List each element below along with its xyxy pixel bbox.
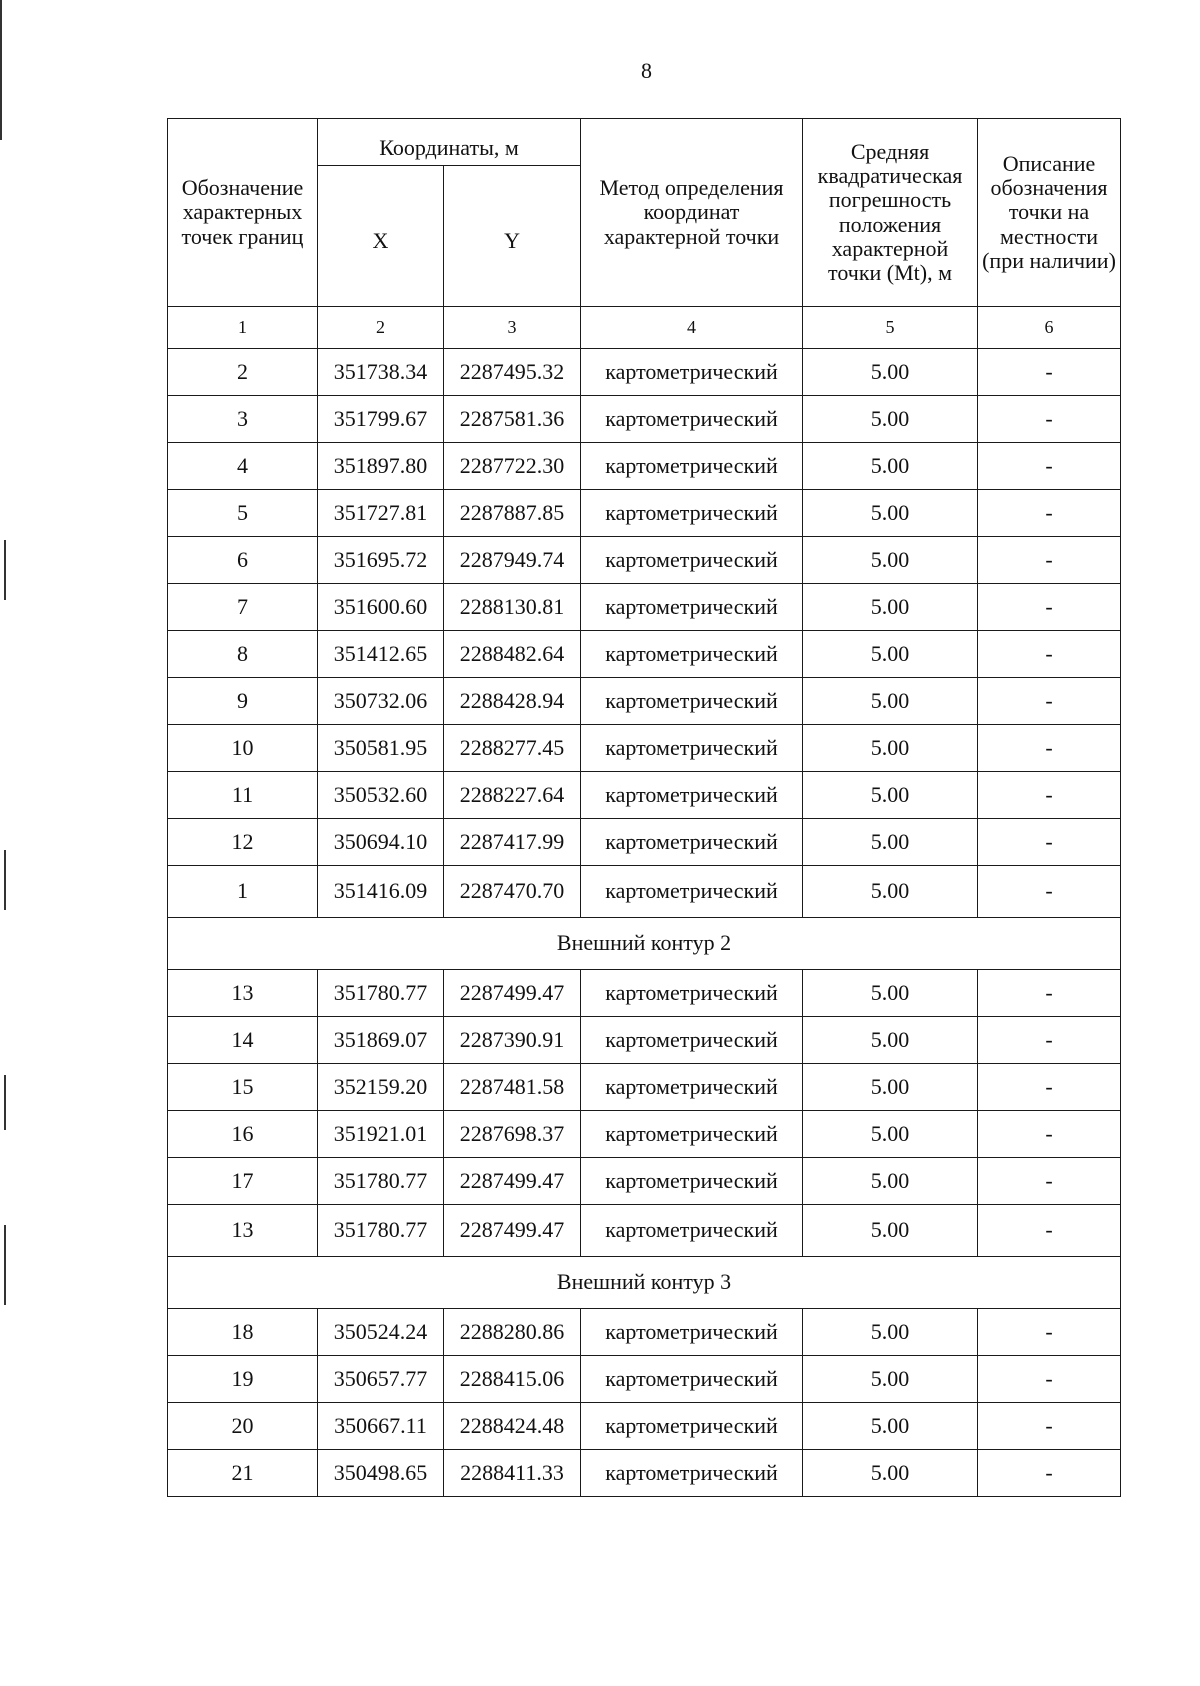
description-cell: -: [978, 1356, 1121, 1403]
description-cell: -: [978, 1403, 1121, 1450]
error-cell: 5.00: [803, 772, 978, 819]
point-cell: 20: [168, 1403, 318, 1450]
y-coordinate-cell: 2287470.70: [444, 866, 581, 918]
table-row: [168, 1017, 1121, 1064]
error-cell: 5.00: [803, 1450, 978, 1497]
x-coordinate-cell: 351727.81: [318, 490, 444, 537]
error-cell: 5.00: [803, 725, 978, 772]
x-coordinate-cell: 351799.67: [318, 396, 444, 443]
y-coordinate-cell: 2287481.58: [444, 1064, 581, 1111]
method-cell: картометрический: [581, 1403, 803, 1450]
error-cell: 5.00: [803, 866, 978, 918]
table-row: [168, 584, 1121, 631]
section-row: [168, 1257, 1121, 1309]
description-cell: -: [978, 725, 1121, 772]
method-cell: картометрический: [581, 490, 803, 537]
description-cell: -: [978, 866, 1121, 918]
method-cell: картометрический: [581, 678, 803, 725]
method-cell: картометрический: [581, 1017, 803, 1064]
table-row: [168, 349, 1121, 396]
scan-artifact: [4, 1075, 6, 1130]
method-cell: картометрический: [581, 772, 803, 819]
description-cell: -: [978, 349, 1121, 396]
error-cell: 5.00: [803, 631, 978, 678]
y-coordinate-cell: 2288130.81: [444, 584, 581, 631]
header-y: Y: [444, 166, 581, 307]
x-coordinate-cell: 350524.24: [318, 1309, 444, 1356]
method-cell: картометрический: [581, 349, 803, 396]
coordinates-table: [167, 118, 1121, 1497]
point-cell: 9: [168, 678, 318, 725]
y-coordinate-cell: 2288428.94: [444, 678, 581, 725]
x-coordinate-cell: 351738.34: [318, 349, 444, 396]
y-coordinate-cell: 2287949.74: [444, 537, 581, 584]
x-coordinate-cell: 351780.77: [318, 1205, 444, 1257]
section-row: [168, 918, 1121, 970]
table-row: [168, 1356, 1121, 1403]
description-cell: -: [978, 490, 1121, 537]
x-coordinate-cell: 351416.09: [318, 866, 444, 918]
error-cell: 5.00: [803, 1111, 978, 1158]
y-coordinate-cell: 2288411.33: [444, 1450, 581, 1497]
description-cell: -: [978, 1064, 1121, 1111]
error-cell: 5.00: [803, 396, 978, 443]
y-coordinate-cell: 2287390.91: [444, 1017, 581, 1064]
y-coordinate-cell: 2287698.37: [444, 1111, 581, 1158]
header-error: Средняя квадратическая погрешность положения характерной точки (Mt), м: [803, 119, 978, 307]
y-coordinate-cell: 2287499.47: [444, 1158, 581, 1205]
table-row: [168, 1403, 1121, 1450]
table-row: [168, 866, 1121, 918]
description-cell: -: [978, 970, 1121, 1017]
table-row: [168, 772, 1121, 819]
y-coordinate-cell: 2288227.64: [444, 772, 581, 819]
y-coordinate-cell: 2287887.85: [444, 490, 581, 537]
error-cell: 5.00: [803, 537, 978, 584]
point-cell: 6: [168, 537, 318, 584]
header-coordinates: Координаты, м: [318, 119, 581, 166]
point-cell: 3: [168, 396, 318, 443]
y-coordinate-cell: 2287499.47: [444, 970, 581, 1017]
method-cell: картометрический: [581, 970, 803, 1017]
error-cell: 5.00: [803, 443, 978, 490]
point-cell: 1: [168, 866, 318, 918]
description-cell: -: [978, 1450, 1121, 1497]
method-cell: картометрический: [581, 1158, 803, 1205]
scan-artifact: [0, 0, 2, 140]
description-cell: -: [978, 537, 1121, 584]
point-cell: 5: [168, 490, 318, 537]
x-coordinate-cell: 350694.10: [318, 819, 444, 866]
y-coordinate-cell: 2287417.99: [444, 819, 581, 866]
error-cell: 5.00: [803, 1403, 978, 1450]
description-cell: -: [978, 443, 1121, 490]
table-row: [168, 725, 1121, 772]
method-cell: картометрический: [581, 1205, 803, 1257]
error-cell: 5.00: [803, 584, 978, 631]
y-coordinate-cell: 2287499.47: [444, 1205, 581, 1257]
error-cell: 5.00: [803, 1205, 978, 1257]
point-cell: 12: [168, 819, 318, 866]
column-number: 3: [444, 307, 581, 349]
x-coordinate-cell: 352159.20: [318, 1064, 444, 1111]
column-number: 1: [168, 307, 318, 349]
method-cell: картометрический: [581, 725, 803, 772]
x-coordinate-cell: 351921.01: [318, 1111, 444, 1158]
point-cell: 4: [168, 443, 318, 490]
header-designation: Обозначение характерных точек границ: [168, 119, 318, 307]
description-cell: -: [978, 584, 1121, 631]
point-cell: 13: [168, 970, 318, 1017]
x-coordinate-cell: 351780.77: [318, 1158, 444, 1205]
error-cell: 5.00: [803, 1158, 978, 1205]
error-cell: 5.00: [803, 1309, 978, 1356]
section-title: Внешний контур 3: [168, 1257, 1121, 1309]
table-row: [168, 443, 1121, 490]
method-cell: картометрический: [581, 1309, 803, 1356]
x-coordinate-cell: 351600.60: [318, 584, 444, 631]
y-coordinate-cell: 2288424.48: [444, 1403, 581, 1450]
column-number: 6: [978, 307, 1121, 349]
method-cell: картометрический: [581, 443, 803, 490]
contour-3-rows: [168, 1309, 1121, 1497]
point-cell: 19: [168, 1356, 318, 1403]
x-coordinate-cell: 351897.80: [318, 443, 444, 490]
method-cell: картометрический: [581, 537, 803, 584]
table-row: [168, 396, 1121, 443]
contour-2-rows: [168, 970, 1121, 1257]
description-cell: -: [978, 1158, 1121, 1205]
error-cell: 5.00: [803, 819, 978, 866]
method-cell: картометрический: [581, 631, 803, 678]
error-cell: 5.00: [803, 349, 978, 396]
point-cell: 10: [168, 725, 318, 772]
point-cell: 21: [168, 1450, 318, 1497]
y-coordinate-cell: 2288277.45: [444, 725, 581, 772]
point-cell: 15: [168, 1064, 318, 1111]
point-cell: 8: [168, 631, 318, 678]
x-coordinate-cell: 350667.11: [318, 1403, 444, 1450]
table-row: [168, 537, 1121, 584]
point-cell: 2: [168, 349, 318, 396]
x-coordinate-cell: 351780.77: [318, 970, 444, 1017]
method-cell: картометрический: [581, 1064, 803, 1111]
description-cell: -: [978, 1017, 1121, 1064]
table-row: [168, 1309, 1121, 1356]
point-cell: 18: [168, 1309, 318, 1356]
x-coordinate-cell: 351412.65: [318, 631, 444, 678]
table-row: [168, 1111, 1121, 1158]
header-description: Описание обозначения точки на местности (при наличии): [978, 119, 1121, 307]
table-row: [168, 678, 1121, 725]
scan-artifact: [4, 540, 6, 600]
x-coordinate-cell: 350732.06: [318, 678, 444, 725]
y-coordinate-cell: 2288482.64: [444, 631, 581, 678]
description-cell: -: [978, 631, 1121, 678]
x-coordinate-cell: 350657.77: [318, 1356, 444, 1403]
point-cell: 14: [168, 1017, 318, 1064]
column-numbers-row: [168, 307, 1121, 349]
table-row: [168, 1450, 1121, 1497]
table-row: [168, 490, 1121, 537]
scan-artifact: [4, 1225, 6, 1305]
contour-1-rows: [168, 349, 1121, 918]
scan-artifact: [4, 850, 6, 910]
section-title: Внешний контур 2: [168, 918, 1121, 970]
method-cell: картометрический: [581, 396, 803, 443]
x-coordinate-cell: 351695.72: [318, 537, 444, 584]
column-number: 4: [581, 307, 803, 349]
method-cell: картометрический: [581, 1450, 803, 1497]
description-cell: -: [978, 1111, 1121, 1158]
description-cell: -: [978, 819, 1121, 866]
description-cell: -: [978, 1309, 1121, 1356]
error-cell: 5.00: [803, 490, 978, 537]
method-cell: картометрический: [581, 584, 803, 631]
table-row: [168, 1064, 1121, 1111]
point-cell: 13: [168, 1205, 318, 1257]
x-coordinate-cell: 351869.07: [318, 1017, 444, 1064]
table-row: [168, 631, 1121, 678]
table-row: [168, 970, 1121, 1017]
y-coordinate-cell: 2287495.32: [444, 349, 581, 396]
y-coordinate-cell: 2288415.06: [444, 1356, 581, 1403]
page-number: 8: [641, 58, 652, 83]
table-row: [168, 1158, 1121, 1205]
error-cell: 5.00: [803, 1017, 978, 1064]
y-coordinate-cell: 2287581.36: [444, 396, 581, 443]
point-cell: 7: [168, 584, 318, 631]
description-cell: -: [978, 1205, 1121, 1257]
point-cell: 16: [168, 1111, 318, 1158]
point-cell: 17: [168, 1158, 318, 1205]
error-cell: 5.00: [803, 1064, 978, 1111]
column-number: 5: [803, 307, 978, 349]
column-number: 2: [318, 307, 444, 349]
description-cell: -: [978, 772, 1121, 819]
point-cell: 11: [168, 772, 318, 819]
header-method: Метод определения координат характерной точки: [581, 119, 803, 307]
description-cell: -: [978, 678, 1121, 725]
table-row: [168, 819, 1121, 866]
description-cell: -: [978, 396, 1121, 443]
error-cell: 5.00: [803, 678, 978, 725]
method-cell: картометрический: [581, 819, 803, 866]
x-coordinate-cell: 350581.95: [318, 725, 444, 772]
x-coordinate-cell: 350498.65: [318, 1450, 444, 1497]
method-cell: картометрический: [581, 1356, 803, 1403]
method-cell: картометрический: [581, 866, 803, 918]
header-x: X: [318, 166, 444, 307]
error-cell: 5.00: [803, 1356, 978, 1403]
x-coordinate-cell: 350532.60: [318, 772, 444, 819]
y-coordinate-cell: 2288280.86: [444, 1309, 581, 1356]
error-cell: 5.00: [803, 970, 978, 1017]
y-coordinate-cell: 2287722.30: [444, 443, 581, 490]
table-row: [168, 1205, 1121, 1257]
method-cell: картометрический: [581, 1111, 803, 1158]
